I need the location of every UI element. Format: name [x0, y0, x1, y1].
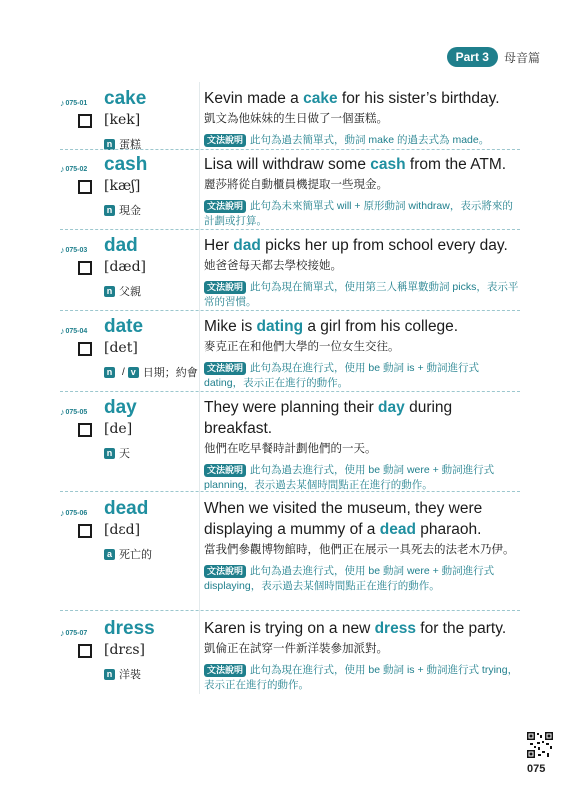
audio-track[interactable]: [60, 245, 87, 255]
phonetic: [kek]: [104, 112, 141, 128]
headword: day: [104, 397, 137, 418]
track-number: 075-04: [65, 327, 88, 335]
track-number: 075-01: [65, 99, 88, 107]
meaning: 父親: [119, 286, 141, 298]
sentence-translation: 凱倫正在試穿一件新洋裝參加派對。: [204, 643, 388, 655]
grammar-note-text: 此句為現在簡單式，使用第三人稱單數動詞 picks，表示平常的習慣。: [204, 281, 519, 308]
sentence-text: Lisa will withdraw some: [204, 156, 371, 173]
music-note-icon: ♪: [60, 407, 65, 417]
pos-badge: n: [104, 669, 115, 680]
phonetic: [dɛd]: [104, 522, 141, 538]
grammar-note-label: 文法說明: [204, 362, 246, 375]
entry-right-column: [204, 397, 520, 493]
qr-code-icon[interactable]: [526, 731, 554, 759]
entry-separator: [60, 149, 520, 150]
sentence-translation: 她爸爸每天都去學校接她。: [204, 260, 342, 272]
sentence-translation: 麗莎將從自動櫃員機提取一些現金。: [204, 179, 388, 191]
entry-separator: [60, 391, 520, 392]
track-number: 075-02: [65, 165, 88, 173]
part-of-speech: [104, 364, 198, 380]
grammar-note-label: 文法說明: [204, 200, 246, 213]
pos-separator: /: [122, 366, 125, 378]
entry-right-column: [204, 618, 520, 693]
grammar-note-text: 此句為現在進行式，使用 be 動詞 is + 動詞進行式 dating，表示正在進行的動作。: [204, 362, 479, 389]
study-checkbox[interactable]: [78, 644, 92, 658]
section-title: 母音篇: [503, 50, 540, 65]
example-sentence: [204, 397, 520, 439]
music-note-icon: ♪: [60, 326, 65, 336]
grammar-note: [204, 199, 520, 229]
sentence-keyword: dress: [374, 620, 416, 637]
sentence-text: pharaoh.: [415, 521, 482, 538]
sentence-translation: 麥克正在和他們大學的一位女生交往。: [204, 341, 400, 353]
part-label: Part 3: [447, 47, 498, 67]
grammar-note: [204, 663, 520, 693]
phonetic: [kæʃ]: [104, 178, 141, 194]
grammar-note-label: 文法說明: [204, 281, 246, 294]
meaning: 洋裝: [119, 669, 141, 681]
track-number: 075-03: [65, 246, 88, 254]
grammar-note: [204, 564, 520, 594]
study-checkbox[interactable]: [78, 114, 92, 128]
sentence-translation: 凱文為他妹妹的生日做了一個蛋糕。: [204, 113, 388, 125]
audio-track[interactable]: [60, 407, 87, 417]
example-sentence: [204, 235, 520, 256]
example-sentence: [204, 154, 520, 175]
meaning: 現金: [119, 205, 141, 217]
study-checkbox[interactable]: [78, 261, 92, 275]
pos-badge: n: [104, 139, 115, 150]
column-divider: [199, 82, 200, 694]
headword: dead: [104, 498, 149, 519]
sentence-keyword: dating: [256, 318, 304, 335]
sentence-translation: 他們在吃早餐時計劃他們的一天。: [204, 443, 377, 455]
sentence-text: Her: [204, 237, 234, 254]
meaning: 死亡的: [119, 549, 152, 561]
pos-badge: n: [104, 205, 115, 216]
entry-right-column: [204, 88, 520, 148]
sentence-text: for the party.: [415, 620, 507, 637]
meaning: 日期；約會: [142, 367, 198, 379]
page-number: 075: [527, 763, 546, 775]
pos-badge: n: [104, 448, 115, 459]
entry-separator: [60, 610, 520, 611]
music-note-icon: ♪: [60, 508, 65, 518]
phonetic: [de]: [104, 421, 133, 437]
part-of-speech: [104, 666, 141, 682]
grammar-note-label: 文法說明: [204, 464, 246, 477]
headword: cash: [104, 154, 148, 175]
headword: dad: [104, 235, 138, 256]
grammar-note-text: 此句為現在進行式，使用 be 動詞 is + 動詞進行式 trying，表示正在進行的動作。: [204, 664, 519, 691]
page-header: [447, 47, 540, 67]
grammar-note-label: 文法說明: [204, 565, 246, 578]
audio-track[interactable]: [60, 98, 87, 108]
sentence-keyword: cake: [303, 90, 338, 107]
audio-track[interactable]: [60, 164, 87, 174]
sentence-text: from the ATM.: [405, 156, 507, 173]
music-note-icon: ♪: [60, 164, 65, 174]
part-of-speech: [104, 546, 152, 562]
sentence-keyword: cash: [370, 156, 406, 173]
entry-right-column: [204, 498, 520, 594]
part-of-speech: [104, 283, 141, 299]
part-of-speech: [104, 202, 141, 218]
grammar-note-text: 此句為未來簡單式 will + 原形動詞 withdraw，表示將來的計劃或打算。: [204, 200, 513, 227]
meaning: 蛋糕: [119, 139, 141, 151]
phonetic: [det]: [104, 340, 138, 356]
track-number: 075-07: [65, 629, 88, 637]
music-note-icon: ♪: [60, 628, 65, 638]
study-checkbox[interactable]: [78, 342, 92, 356]
study-checkbox[interactable]: [78, 524, 92, 538]
phonetic: [dæd]: [104, 259, 147, 275]
sentence-text: Mike is: [204, 318, 257, 335]
sentence-text: Kevin made a: [204, 90, 304, 107]
entry-separator: [60, 229, 520, 230]
entry-separator: [60, 310, 520, 311]
sentence-text: a girl from his college.: [303, 318, 459, 335]
sentence-text: picks her up from school every day.: [260, 237, 508, 254]
sentence-text: Karen is trying on a new: [204, 620, 375, 637]
sentence-text: for his sister’s birthday.: [337, 90, 500, 107]
headword: date: [104, 316, 144, 337]
entry-right-column: [204, 154, 520, 229]
grammar-note: [204, 463, 520, 493]
pos-badge: n: [104, 286, 115, 297]
part-of-speech: [104, 445, 130, 461]
sentence-keyword: dead: [379, 521, 416, 538]
grammar-note: [204, 280, 520, 310]
track-number: 075-05: [65, 408, 88, 416]
entry-right-column: [204, 235, 520, 310]
track-number: 075-06: [65, 509, 88, 517]
grammar-note-text: 此句為過去進行式，使用 be 動詞 were + 動詞進行式 planning，表示過去某個時間點正在進行的動作。: [204, 464, 495, 491]
headword: dress: [104, 618, 155, 639]
pos-badge: a: [104, 549, 115, 560]
entry-separator: [60, 491, 520, 492]
headword: cake: [104, 88, 147, 109]
study-checkbox[interactable]: [78, 423, 92, 437]
meaning: 天: [119, 448, 130, 460]
grammar-note-label: 文法說明: [204, 134, 246, 147]
grammar-note-label: 文法說明: [204, 664, 246, 677]
grammar-note-text: 此句為過去進行式，使用 be 動詞 were + 動詞進行式 displaying，表示過去某個時間點正在進行的動作。: [204, 565, 495, 592]
sentence-text: When we visited the museum, they were displaying a mummy of a: [204, 500, 483, 538]
audio-track[interactable]: [60, 628, 87, 638]
sentence-keyword: dad: [233, 237, 261, 254]
music-note-icon: ♪: [60, 245, 65, 255]
grammar-note: [204, 133, 520, 148]
sentence-text: They were planning their: [204, 399, 379, 416]
music-note-icon: ♪: [60, 98, 65, 108]
sentence-keyword: day: [378, 399, 405, 416]
entry-right-column: [204, 316, 520, 391]
audio-track[interactable]: [60, 326, 87, 336]
pos-badge: v: [128, 367, 139, 378]
grammar-note-text: 此句為過去簡單式，動詞 make 的過去式為 made。: [250, 134, 490, 146]
example-sentence: [204, 88, 520, 109]
grammar-note: [204, 361, 520, 391]
sentence-text: during breakfast.: [204, 399, 453, 437]
example-sentence: [204, 316, 520, 337]
audio-track[interactable]: [60, 508, 87, 518]
sentence-translation: 當我們參觀博物館時，他們正在展示一具死去的法老木乃伊。: [204, 544, 515, 556]
phonetic: [drɛs]: [104, 642, 146, 658]
example-sentence: [204, 618, 520, 639]
example-sentence: [204, 498, 520, 540]
pos-badge: n: [104, 367, 115, 378]
study-checkbox[interactable]: [78, 180, 92, 194]
